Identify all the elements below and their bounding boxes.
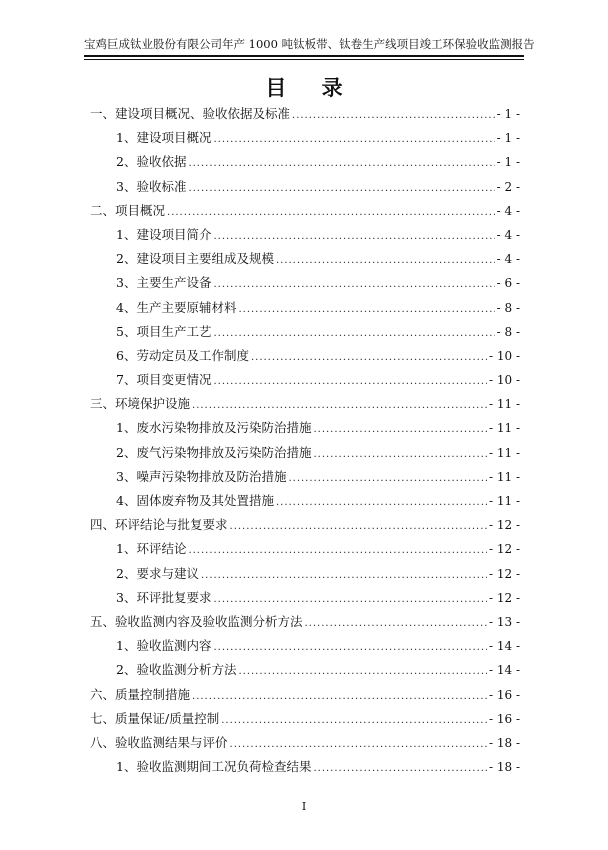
toc-entry-text: 1、环评结论 bbox=[116, 541, 187, 557]
toc-dot-leader bbox=[201, 570, 487, 581]
toc-entry[interactable] bbox=[90, 370, 520, 394]
toc-dot-leader bbox=[230, 521, 487, 532]
toc-dot-leader bbox=[305, 618, 487, 629]
toc-entry[interactable] bbox=[90, 685, 520, 709]
toc-entry-text: 6、劳动定员及工作制度 bbox=[116, 347, 249, 363]
header-rule bbox=[84, 55, 524, 57]
toc-dot-leader bbox=[192, 691, 487, 702]
toc-entry-page: - 11 - bbox=[488, 445, 520, 460]
toc-entry-page: - 13 - bbox=[488, 614, 520, 629]
toc-entry-text: 五、验收监测内容及验收监测分析方法 bbox=[90, 613, 303, 629]
toc-entry[interactable] bbox=[90, 298, 520, 322]
toc-dot-leader bbox=[230, 739, 487, 750]
toc-entry-page: - 1 - bbox=[496, 155, 520, 170]
toc-entry-page: - 12 - bbox=[488, 542, 520, 557]
toc-entry-text: 1、建设项目简介 bbox=[116, 226, 212, 242]
toc-entry[interactable] bbox=[90, 467, 520, 491]
toc-entry-text: 六、质量控制措施 bbox=[90, 686, 191, 702]
toc-entry-text: 4、生产主要原辅材料 bbox=[116, 299, 237, 315]
toc-title: 目 录 bbox=[265, 76, 357, 100]
toc-dot-leader bbox=[188, 183, 494, 194]
toc-entry[interactable] bbox=[90, 709, 520, 733]
toc-entry-text: 三、环境保护设施 bbox=[90, 396, 191, 412]
toc-entry-page: - 18 - bbox=[488, 735, 520, 750]
toc-dot-leader bbox=[213, 134, 494, 145]
toc-entry[interactable] bbox=[90, 443, 520, 467]
toc-entry-text: 5、项目生产工艺 bbox=[116, 323, 212, 339]
toc-dot-leader bbox=[292, 110, 495, 121]
toc-entry[interactable] bbox=[90, 346, 520, 370]
toc-entry-page: - 10 - bbox=[488, 348, 520, 363]
toc-entry[interactable] bbox=[90, 394, 520, 418]
toc-entry[interactable] bbox=[90, 612, 520, 636]
toc-entry-page: - 4 - bbox=[496, 252, 520, 267]
toc-entry-text: 3、环评批复要求 bbox=[116, 589, 212, 605]
toc-entry[interactable] bbox=[90, 418, 520, 442]
toc-entry-text: 1、验收监测期间工况负荷检查结果 bbox=[116, 759, 312, 775]
toc-entry-page: - 12 - bbox=[488, 518, 520, 533]
toc-entry-text: 一、建设项目概况、验收依据及标准 bbox=[90, 106, 291, 121]
page-header: 宝鸡巨成钛业股份有限公司年产 1000 吨钛板带、钛卷生产线项目竣工环保验收监测报告 bbox=[84, 37, 535, 51]
toc-entry-page: - 2 - bbox=[496, 179, 520, 194]
toc-entry-page: - 16 - bbox=[488, 687, 520, 702]
toc-dot-leader bbox=[313, 424, 487, 435]
toc-entry-text: 七、质量保证/质量控制 bbox=[90, 710, 220, 726]
toc-entry-page: - 4 - bbox=[496, 203, 520, 218]
toc-entry-text: 2、要求与建议 bbox=[116, 565, 199, 581]
toc-entry-text: 1、验收监测内容 bbox=[116, 638, 212, 654]
toc-dot-leader bbox=[276, 255, 495, 266]
toc-entry[interactable] bbox=[90, 152, 520, 176]
toc-entry[interactable] bbox=[90, 104, 520, 128]
toc-entry[interactable] bbox=[90, 177, 520, 201]
toc-entry-text: 八、验收监测结果与评价 bbox=[90, 734, 228, 750]
toc-entry-page: - 11 - bbox=[488, 494, 520, 508]
toc-entry-page: - 12 - bbox=[488, 566, 520, 581]
toc-entry-text: 3、验收标准 bbox=[116, 178, 187, 194]
toc-dot-leader bbox=[167, 207, 495, 218]
toc-entry[interactable] bbox=[90, 128, 520, 152]
toc-entry-text: 四、环评结论与批复要求 bbox=[90, 517, 228, 533]
header-rule-thin bbox=[84, 59, 524, 60]
toc-entry-page: - 18 - bbox=[488, 760, 520, 775]
toc-entry-page: - 1 - bbox=[496, 131, 520, 146]
toc-entry[interactable] bbox=[90, 757, 520, 781]
page-number: I bbox=[301, 800, 307, 813]
toc-entry-page: - 14 - bbox=[488, 663, 520, 678]
toc-entry-text: 3、主要生产设备 bbox=[116, 275, 212, 291]
toc-entry-page: - 6 - bbox=[496, 276, 520, 291]
toc-entry[interactable] bbox=[90, 564, 520, 588]
toc-entry-page: - 11 - bbox=[488, 421, 520, 436]
toc-entry-text: 1、建设项目概况 bbox=[116, 130, 212, 146]
toc-entry[interactable] bbox=[90, 660, 520, 684]
toc-entry[interactable] bbox=[90, 733, 520, 757]
toc-dot-leader bbox=[313, 449, 487, 460]
toc-dot-leader bbox=[276, 497, 487, 508]
toc-dot-leader bbox=[238, 666, 487, 677]
toc-entry-page: - 1 - bbox=[496, 107, 520, 121]
toc-dot-leader bbox=[213, 328, 494, 339]
toc-entry-text: 3、噪声污染物排放及防治措施 bbox=[116, 468, 287, 484]
toc-entry-page: - 16 - bbox=[488, 711, 520, 726]
toc-entry-page: - 11 - bbox=[488, 469, 520, 484]
toc-dot-leader bbox=[188, 158, 494, 169]
toc-entry-text: 二、项目概况 bbox=[90, 202, 166, 218]
toc-entry-page: - 4 - bbox=[496, 227, 520, 242]
toc-entry-text: 2、废气污染物排放及污染防治措施 bbox=[116, 444, 312, 460]
toc-dot-leader bbox=[313, 763, 487, 774]
toc-entry[interactable] bbox=[90, 322, 520, 346]
toc-dot-leader bbox=[213, 231, 494, 242]
toc-entry-text: 7、项目变更情况 bbox=[116, 372, 212, 388]
toc-entry-text: 2、验收依据 bbox=[116, 154, 187, 170]
toc-entry-page: - 12 - bbox=[488, 590, 520, 605]
toc-entry[interactable] bbox=[90, 515, 520, 539]
table-of-contents bbox=[90, 104, 520, 781]
toc-entry-page: - 14 - bbox=[488, 639, 520, 654]
toc-entry-page: - 10 - bbox=[488, 373, 520, 388]
toc-entry[interactable] bbox=[90, 201, 520, 225]
toc-dot-leader bbox=[188, 545, 487, 556]
toc-entry[interactable] bbox=[90, 539, 520, 563]
toc-entry[interactable] bbox=[90, 225, 520, 249]
toc-dot-leader bbox=[251, 352, 487, 363]
toc-entry[interactable] bbox=[90, 588, 520, 612]
toc-dot-leader bbox=[288, 473, 487, 484]
toc-entry-page: - 8 - bbox=[496, 300, 520, 315]
toc-entry[interactable] bbox=[90, 249, 520, 273]
toc-dot-leader bbox=[238, 304, 494, 315]
toc-dot-leader bbox=[192, 400, 487, 411]
toc-entry-text: 4、固体废弃物及其处置措施 bbox=[116, 493, 274, 508]
toc-entry[interactable] bbox=[90, 636, 520, 660]
toc-entry-text: 2、建设项目主要组成及规模 bbox=[116, 251, 274, 267]
toc-dot-leader bbox=[213, 594, 487, 605]
toc-entry-text: 1、废水污染物排放及污染防治措施 bbox=[116, 420, 312, 436]
toc-dot-leader bbox=[213, 642, 487, 653]
toc-dot-leader bbox=[213, 376, 487, 387]
toc-dot-leader bbox=[221, 715, 487, 726]
toc-entry[interactable] bbox=[90, 273, 520, 297]
toc-entry-text: 2、验收监测分析方法 bbox=[116, 662, 237, 678]
toc-entry-page: - 11 - bbox=[488, 397, 520, 412]
toc-dot-leader bbox=[213, 279, 494, 290]
toc-entry-page: - 8 - bbox=[496, 324, 520, 339]
toc-entry[interactable] bbox=[90, 491, 520, 515]
